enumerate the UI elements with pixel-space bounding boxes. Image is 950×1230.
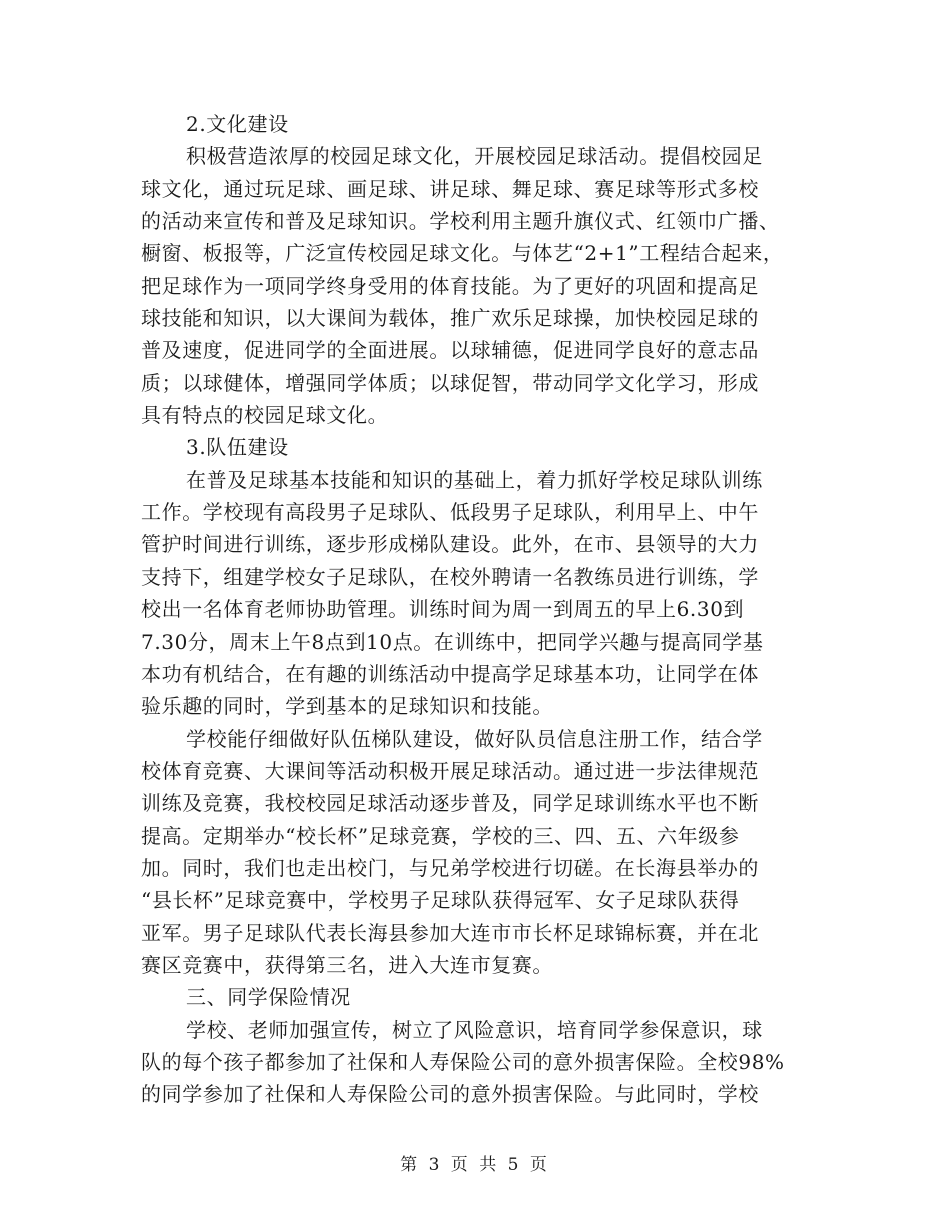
paragraph-line: 队的每个孩子都参加了社保和人寿保险公司的意外损害保险。全校98% — [141, 1049, 785, 1074]
paragraph-line: 具有特点的校园足球文化。 — [141, 403, 389, 428]
section-heading-team: 3.队伍建设 — [186, 435, 289, 460]
paragraph-line: 训练及竞赛，我校校园足球活动逐步普及，同学足球训练水平也不断 — [141, 791, 759, 816]
paragraph-line: 把足球作为一项同学终身受用的体育技能。为了更好的巩固和提高足 — [141, 273, 759, 298]
page-number-footer: 第 3 页 共 5 页 — [400, 1155, 550, 1175]
paragraph-line: 校出一名体育老师协助管理。训练时间为周一到周五的早上6.30到 — [141, 597, 745, 622]
paragraph-line: 质；以球健体，增强同学体质；以球促智，带动同学文化学习，形成 — [141, 370, 759, 395]
paragraph-line: “县长杯”足球竞赛中，学校男子足球队获得冠军、女子足球队获得 — [141, 888, 740, 913]
section-heading-culture: 2.文化建设 — [186, 112, 289, 136]
paragraph-line: 在普及足球基本技能和知识的基础上，着力抓好学校足球队训练 — [186, 467, 763, 492]
paragraph-line: 支持下，组建学校女子足球队，在校外聘请一名教练员进行训练，学 — [141, 564, 759, 589]
paragraph-line: 本功有机结合，在有趣的训练活动中提高学足球基本功，让同学在体 — [141, 661, 759, 686]
paragraph-line: 的活动来宣传和普及足球知识。学校利用主题升旗仪式、红领巾广播、 — [141, 209, 780, 234]
paragraph-line: 球技能和知识，以大课间为载体，推广欢乐足球操，加快校园足球的 — [141, 306, 759, 331]
paragraph-line: 亚军。男子足球队代表长海县参加大连市市长杯足球锦标赛，并在北 — [141, 920, 759, 945]
paragraph-line: 加。同时，我们也走出校门，与兄弟学校进行切磋。在长海县举办的 — [141, 855, 759, 880]
paragraph-line: 普及速度，促进同学的全面进展。以球辅德，促进同学良好的意志品 — [141, 338, 759, 363]
paragraph-line: 管护时间进行训练，逐步形成梯队建设。此外，在市、县领导的大力 — [141, 532, 759, 557]
section-heading-insurance: 三、同学保险情况 — [186, 985, 351, 1010]
paragraph-line: 橱窗、板报等，广泛宣传校园足球文化。与体艺“2+1”工程结合起来， — [141, 241, 784, 266]
paragraph-line: 积极营造浓厚的校园足球文化，开展校园足球活动。提倡校园足 — [186, 144, 763, 169]
paragraph-line: 校体育竞赛、大课间等活动积极开展足球活动。通过进一步法律规范 — [141, 758, 759, 783]
paragraph-line: 学校能仔细做好队伍梯队建设，做好队员信息注册工作，结合学 — [186, 726, 763, 751]
paragraph-line: 学校、老师加强宣传，树立了风险意识，培育同学参保意识，球 — [186, 1017, 763, 1042]
paragraph-line: 提高。定期举办“校长杯”足球竞赛，学校的三、四、五、六年级参 — [141, 823, 740, 848]
paragraph-line: 赛区竞赛中，获得第三名，进入大连市复赛。 — [141, 952, 553, 977]
paragraph-line: 的同学参加了社保和人寿保险公司的意外损害保险。与此同时，学校 — [141, 1082, 759, 1107]
paragraph-line: 球文化，通过玩足球、画足球、讲足球、舞足球、赛足球等形式多校 — [141, 176, 759, 201]
document-body — [141, 108, 813, 1111]
paragraph-line: 7.30分，周末上午8点到10点。在训练中，把同学兴趣与提高同学基 — [141, 629, 764, 654]
paragraph-line: 工作。学校现有高段男子足球队、低段男子足球队，利用早上、中午 — [141, 500, 759, 525]
paragraph-line: 验乐趣的同时，学到基本的足球知识和技能。 — [141, 694, 553, 719]
